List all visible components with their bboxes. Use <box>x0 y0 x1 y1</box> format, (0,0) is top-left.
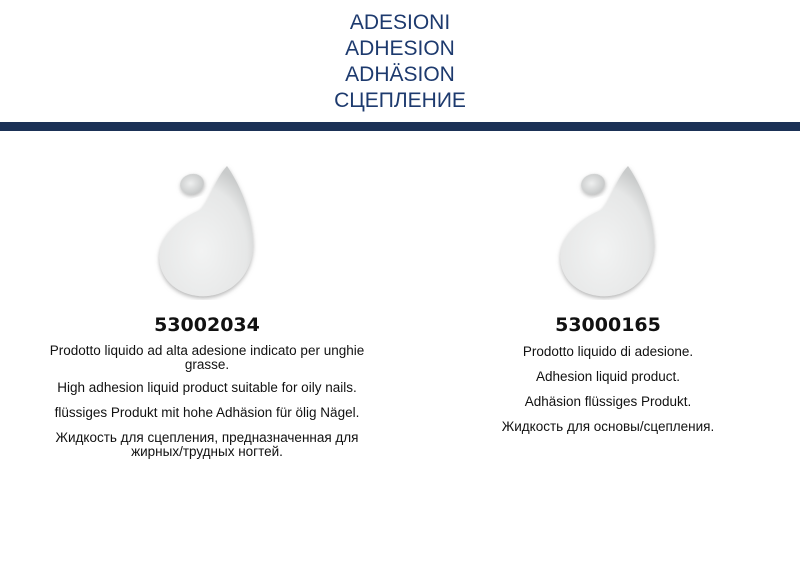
title-english: ADHESION <box>345 37 455 60</box>
product-description-italian: Prodotto liquido ad alta adesione indicato per unghie grasse. <box>49 343 365 372</box>
product-card <box>17 160 397 459</box>
title-italian: ADESIONI <box>349 11 451 34</box>
product-description-russian: Жидкость для основы/сцепления. <box>501 419 715 434</box>
product-swatch-drop <box>553 160 663 300</box>
product-description-russian: Жидкость для сцепления, предназначенная для жирных/трудных ногтей. <box>55 430 359 459</box>
product-description-german: flüssiges Produkt mit hohe Adhäsion für ölig Nägel. <box>54 405 360 420</box>
product-description-english: High adhesion liquid product suitable for oily nails. <box>57 380 357 395</box>
title-german: ADHÄSION <box>345 63 455 86</box>
product-swatch-drop <box>152 160 262 300</box>
product-description-italian: Prodotto liquido di adesione. <box>522 344 694 359</box>
product-description-german: Adhäsion flüssiges Produkt. <box>524 394 692 409</box>
product-description-english: Adhesion liquid product. <box>535 369 681 384</box>
product-code: 53000165 <box>555 314 661 336</box>
title-russian: СЦЕПЛЕНИЕ <box>334 89 466 112</box>
product-card <box>418 160 798 434</box>
product-code: 53002034 <box>154 314 260 336</box>
header-divider <box>0 122 800 131</box>
page-title <box>0 10 800 114</box>
